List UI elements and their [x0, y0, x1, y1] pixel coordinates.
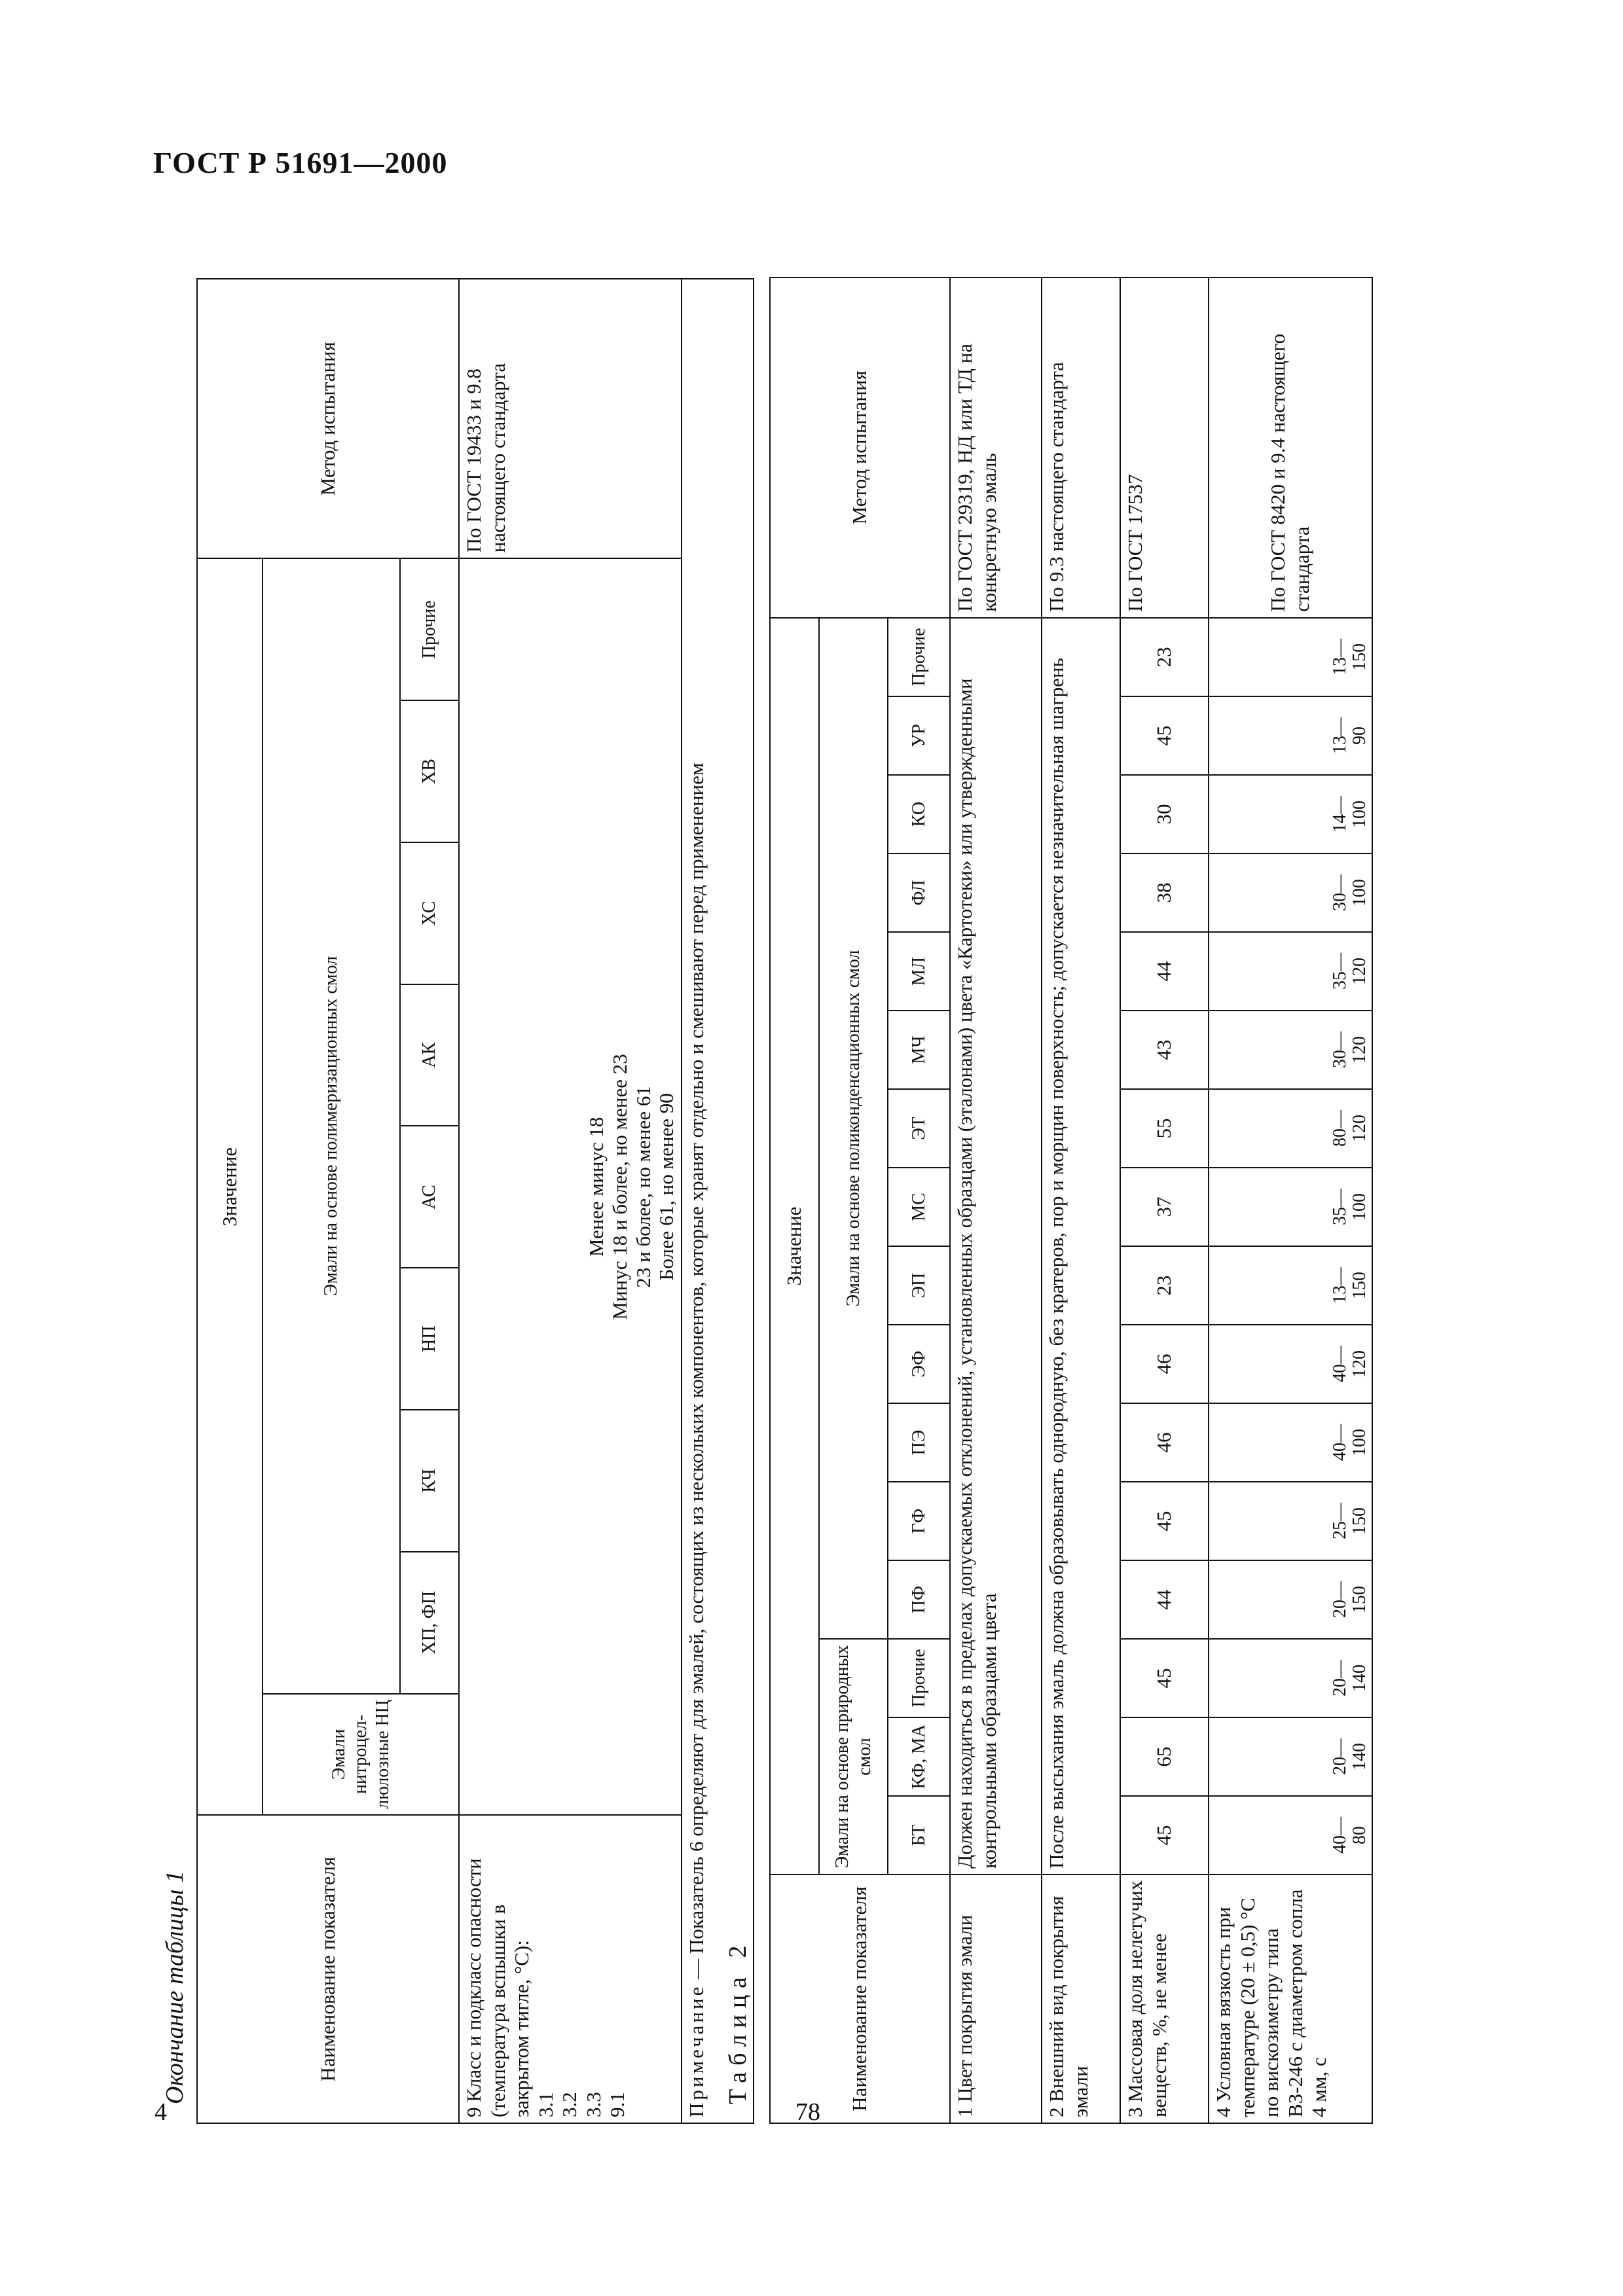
t1-header-method: Метод испытания — [197, 279, 459, 558]
t1-header-nitro: Эмали нитроцел-люлозные НЦ — [263, 1694, 459, 1816]
t2-row3-value: 45 — [1120, 1482, 1209, 1560]
t2-row3-value: 46 — [1120, 1325, 1209, 1403]
t2-row4-value — [1209, 618, 1372, 696]
t2-row4-value-part: 35— — [1330, 953, 1351, 990]
t2-row4-value — [1209, 1011, 1372, 1089]
t2-header-method: Метод испытания — [770, 278, 950, 618]
t2-row4-value-part: 120 — [1349, 1036, 1370, 1064]
t2-row4-value — [1209, 1639, 1372, 1717]
t1-row9-name: 9 Класс и подкласс опасности (температура вспышки в закрытом тигле, °С): 3.1 3.2 3.3 9.1 — [459, 1815, 682, 2123]
t2-row3-value: 45 — [1120, 696, 1209, 775]
t2-row4-value-part: 120 — [1349, 958, 1370, 985]
t2-row4-value-part: 100 — [1349, 800, 1370, 828]
t2-row4-value — [1209, 775, 1372, 853]
t2-col: КО — [888, 775, 950, 853]
t2-col: МЧ — [888, 1011, 950, 1089]
t2-row2-value: После высыхания эмаль должна образовывать однородную, без кратеров, пор и морщин поверхность; допускается незначительная шагрень — [1042, 618, 1120, 1874]
table2 — [769, 277, 1373, 2124]
t1-col: ХС — [400, 842, 459, 984]
t2-col: ФЛ — [888, 853, 950, 932]
t2-row4-value-part: 80 — [1349, 1826, 1370, 1844]
t2-row3-value: 37 — [1120, 1168, 1209, 1246]
t2-row4-value-part: 40— — [1330, 1346, 1351, 1382]
t2-row4-value-part: 13— — [1330, 717, 1351, 754]
t2-row3-value: 46 — [1120, 1403, 1209, 1482]
t2-row4-value-part: 140 — [1349, 1743, 1370, 1770]
t2-row4-value-part: 40— — [1330, 1424, 1351, 1461]
t2-col: Прочие — [888, 618, 950, 696]
t1-note-text: — Показатель 6 определяют для эмалей, состоящих из нескольких компонентов, которые хранят отдельно и смешивают перед применением — [685, 762, 708, 1984]
t2-row4-value-part: 150 — [1349, 1272, 1370, 1299]
t2-row4-value — [1209, 1796, 1372, 1874]
table1 — [196, 278, 754, 2124]
table2-caption: Таблица 2 — [724, 1939, 752, 2104]
t2-row4-value-part: 150 — [1349, 1586, 1370, 1613]
t2-row4-value-part: 40— — [1330, 1817, 1351, 1854]
page-number-left: 4 — [155, 2098, 167, 2126]
t2-row4-value — [1209, 1168, 1372, 1246]
t2-row3-value: 23 — [1120, 1246, 1209, 1325]
t2-col: ЭФ — [888, 1325, 950, 1403]
t1-col: ХП, ФП — [400, 1552, 459, 1694]
t2-row4-value-part: 13— — [1330, 638, 1351, 675]
document-header: ГОСТ Р 51691—2000 — [153, 146, 448, 179]
t2-row3-value: 23 — [1120, 618, 1209, 696]
t2-col: ПФ — [888, 1560, 950, 1639]
table1-caption: Окончание таблицы 1 — [161, 1871, 189, 2104]
t1-note-label: Примечание — [685, 1984, 708, 2117]
t2-row4-value-part: 30— — [1330, 1031, 1351, 1068]
t2-row3-value: 45 — [1120, 1639, 1209, 1717]
t2-row4-value — [1209, 1560, 1372, 1639]
t2-col: ЭП — [888, 1246, 950, 1325]
t2-header-name: Наименование показателя — [770, 1874, 950, 2123]
t2-row3-method: По ГОСТ 17537 — [1120, 278, 1209, 618]
t2-col: БТ — [888, 1796, 950, 1874]
t2-row4-value-part: 100 — [1349, 1429, 1370, 1456]
t1-header-poly: Эмали на основе полимеризационных смол — [263, 558, 400, 1693]
t2-col: ГФ — [888, 1482, 950, 1560]
t1-col: КЧ — [400, 1410, 459, 1552]
t2-row3-value: 65 — [1120, 1717, 1209, 1796]
t2-header-natural: Эмали на основе природных смол — [819, 1639, 888, 1874]
t1-row9-method: По ГОСТ 19433 и 9.8 настоящего стандарта — [459, 279, 682, 558]
t2-row4-value-part: 35— — [1330, 1189, 1351, 1225]
t2-row4-value — [1209, 1246, 1372, 1325]
t2-row4-value-part: 14— — [1330, 796, 1351, 833]
t1-note — [682, 279, 754, 2123]
t1-col: Прочие — [400, 558, 459, 700]
t2-row4-value — [1209, 853, 1372, 932]
t1-header-value: Значение — [197, 558, 263, 1815]
t2-row4-value — [1209, 1403, 1372, 1482]
t2-row1-method: По ГОСТ 29319, НД или ТД на конкретную эмаль — [950, 278, 1042, 618]
t2-row1-name: 1 Цвет покрытия эмали — [950, 1874, 1042, 2123]
t2-row3-value: 44 — [1120, 932, 1209, 1011]
t2-row4-value-part: 120 — [1349, 1115, 1370, 1142]
t2-row3-value: 43 — [1120, 1011, 1209, 1089]
t2-row4-value-part: 100 — [1349, 1193, 1370, 1221]
t2-col: КФ, МА — [888, 1717, 950, 1796]
t2-row2-method: По 9.3 настоящего стандарта — [1042, 278, 1120, 618]
t2-col: МС — [888, 1168, 950, 1246]
t2-row3-value: 44 — [1120, 1560, 1209, 1639]
t2-row4-value-part: 120 — [1349, 1350, 1370, 1378]
t1-header-name: Наименование показателя — [197, 1815, 459, 2123]
t2-header-value: Значение — [770, 618, 819, 1874]
t1-col: АК — [400, 984, 459, 1126]
t2-row3-value: 55 — [1120, 1089, 1209, 1168]
t2-row4-value-part: 80— — [1330, 1110, 1351, 1147]
t2-row4-value — [1209, 1482, 1372, 1560]
t2-row4-value-part: 25— — [1330, 1503, 1351, 1539]
t2-row4-value-part: 90 — [1349, 726, 1370, 745]
t2-row4-value-part: 150 — [1349, 1507, 1370, 1535]
t2-header-polycond: Эмали на основе поликонденсационных смол — [819, 618, 888, 1639]
t1-col: ХВ — [400, 700, 459, 842]
t2-row3-value: 45 — [1120, 1796, 1209, 1874]
t2-row4-value-part: 140 — [1349, 1664, 1370, 1692]
t2-col: Прочие — [888, 1639, 950, 1717]
t2-row4-name: 4 Условная вязкость при температуре (20 ± 0,5) °С по вискозиметру типа ВЗ-246 с диаметром сопла 4 мм, с — [1209, 1874, 1372, 2123]
t1-row9-values: Менее минус 18 Минус 18 и более, но менее 23 23 и более, но менее 61 Более 61, но менее 90 — [459, 558, 682, 1815]
t2-row4-value-part: 30— — [1330, 874, 1351, 911]
t2-col: ЭТ — [888, 1089, 950, 1168]
t2-row3-name: 3 Массовая доля нелетучих веществ, %, не менее — [1120, 1874, 1209, 2123]
t2-row4-value — [1209, 1325, 1372, 1403]
t2-col: ПЭ — [888, 1403, 950, 1482]
t2-col: МЛ — [888, 932, 950, 1011]
t2-row4-value — [1209, 932, 1372, 1011]
t2-row4-value — [1209, 696, 1372, 775]
rotated-content — [160, 278, 1463, 2124]
t2-row4-value-part: 20— — [1330, 1738, 1351, 1775]
t1-col: АС — [400, 1126, 459, 1268]
t2-row4-value-part: 13— — [1330, 1267, 1351, 1304]
t2-row4-value — [1209, 1717, 1372, 1796]
t2-row1-value: Должен находиться в пределах допускаемых отклонений, установленных образцами (эталонами) цвета «Картотеки» или утвержденными контрольными образцами цвета — [950, 618, 1042, 1874]
page-number-right: 78 — [795, 2098, 820, 2126]
t2-row4-value-part: 20— — [1330, 1660, 1351, 1696]
t1-col: НП — [400, 1268, 459, 1410]
t2-row4-method: По ГОСТ 8420 и 9.4 настоящего стандарта — [1209, 278, 1372, 618]
t2-row4-value-part: 100 — [1349, 879, 1370, 906]
t2-row3-value: 38 — [1120, 853, 1209, 932]
t2-row4-value-part: 150 — [1349, 643, 1370, 671]
t2-row4-value-part: 20— — [1330, 1581, 1351, 1618]
t2-row3-value: 30 — [1120, 775, 1209, 853]
t2-col: УР — [888, 696, 950, 775]
t2-row2-name: 2 Внешний вид покрытия эмали — [1042, 1874, 1120, 2123]
t2-row4-value — [1209, 1089, 1372, 1168]
